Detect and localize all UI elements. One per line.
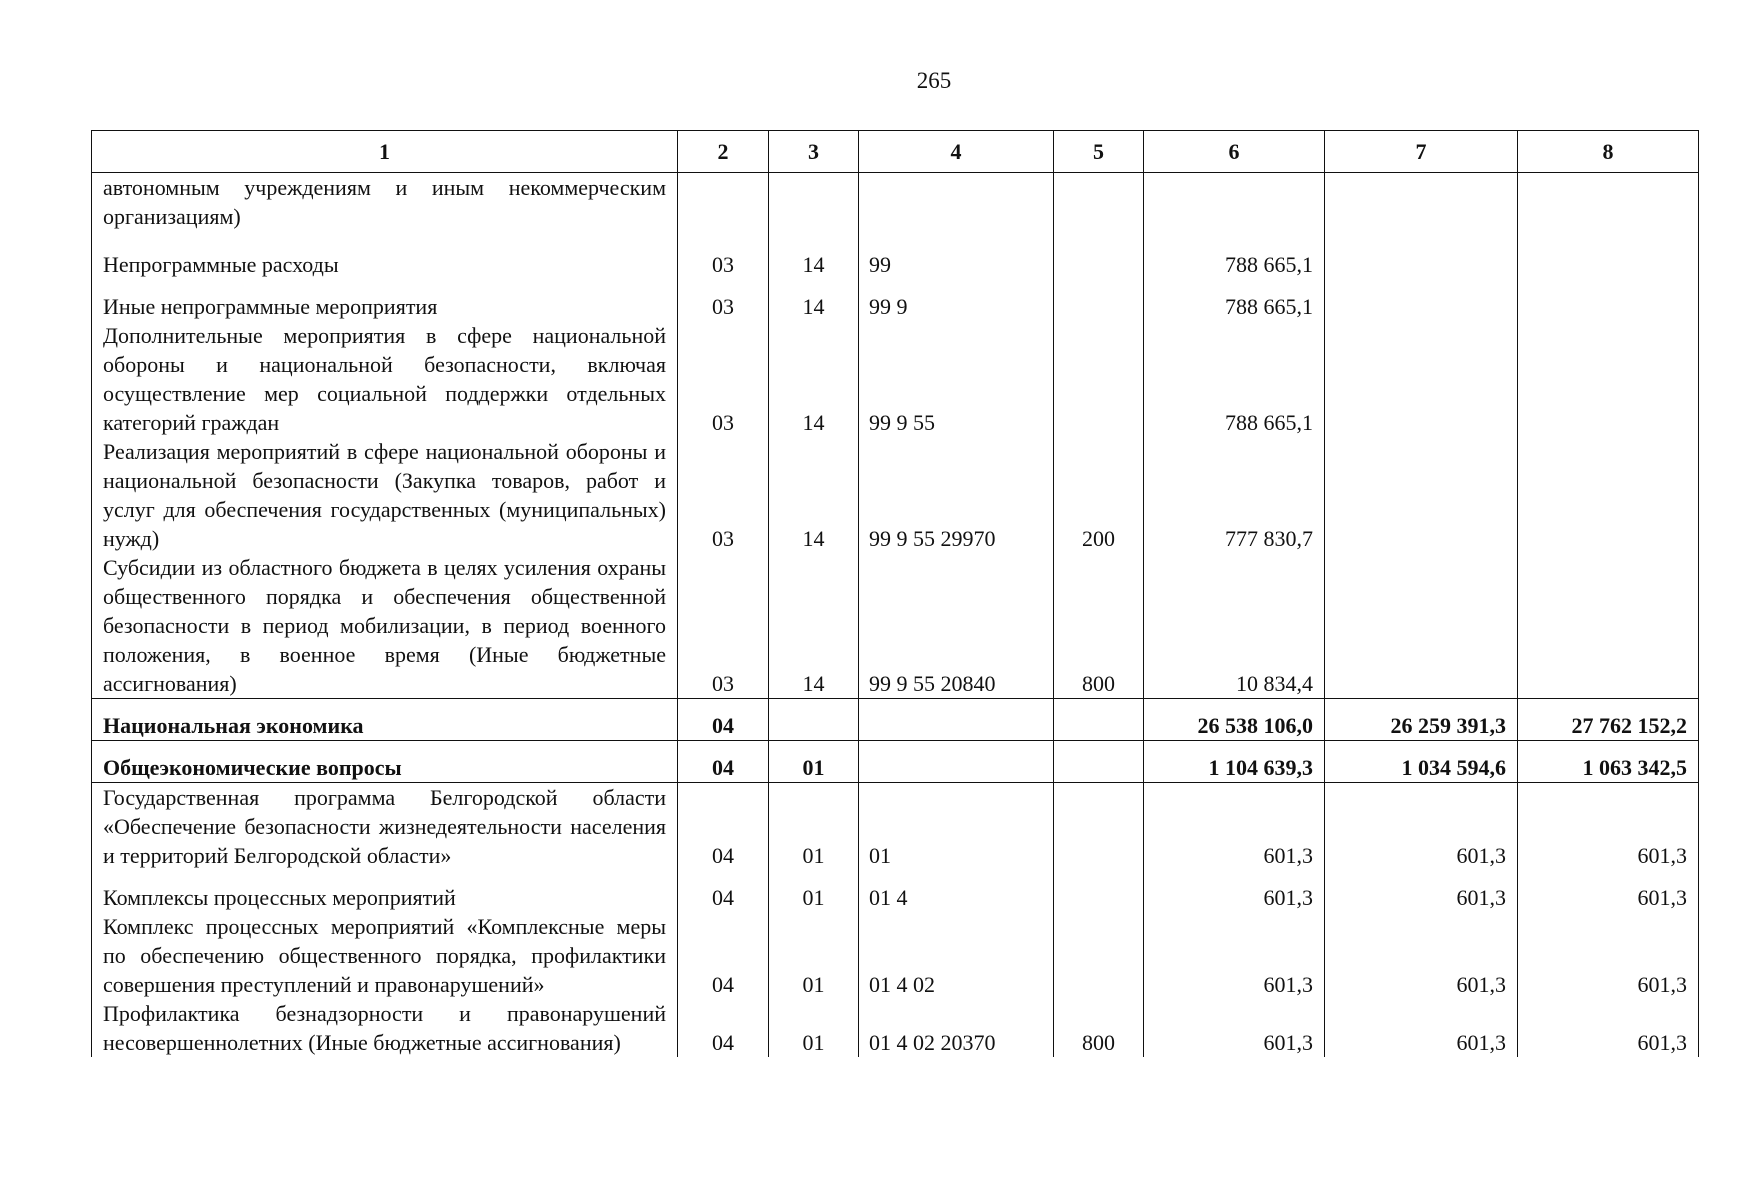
expense-type-code bbox=[1054, 173, 1144, 237]
amount-col7: 1 034 594,6 bbox=[1325, 740, 1518, 782]
header-cell: 6 bbox=[1144, 131, 1325, 173]
table-row-section-total bbox=[92, 698, 1699, 740]
amount-col7: 601,3 bbox=[1325, 782, 1518, 870]
expense-type-code bbox=[1054, 698, 1144, 740]
table-row bbox=[92, 999, 1699, 1057]
table-row bbox=[92, 173, 1699, 237]
budget-table bbox=[91, 130, 1699, 1057]
target-article-code: 99 9 bbox=[859, 279, 1054, 321]
row-description: Реализация мероприятий в сфере национальной обороны и национальной безопасности (Закупка товаров, работ и услуг для обеспечения государственных (муниципальных) нужд) bbox=[92, 437, 678, 553]
subsection-code: 14 bbox=[769, 279, 859, 321]
target-article-code: 01 bbox=[859, 782, 1054, 870]
amount-col6: 1 104 639,3 bbox=[1144, 740, 1325, 782]
amount-col8: 601,3 bbox=[1518, 870, 1699, 912]
row-description: автономным учреждениям и иным некоммерческим организациям) bbox=[92, 173, 678, 237]
amount-col6: 26 538 106,0 bbox=[1144, 698, 1325, 740]
section-code: 03 bbox=[678, 321, 769, 437]
header-cell: 1 bbox=[92, 131, 678, 173]
amount-col6: 10 834,4 bbox=[1144, 553, 1325, 699]
target-article-code bbox=[859, 740, 1054, 782]
amount-col8: 601,3 bbox=[1518, 782, 1699, 870]
subsection-code: 14 bbox=[769, 437, 859, 553]
amount-col6: 601,3 bbox=[1144, 912, 1325, 999]
section-code: 04 bbox=[678, 740, 769, 782]
row-description: Профилактика безнадзорности и правонарушений несовершеннолетних (Иные бюджетные ассигнования) bbox=[92, 999, 678, 1057]
amount-col7 bbox=[1325, 321, 1518, 437]
target-article-code: 99 bbox=[859, 237, 1054, 279]
target-article-code: 99 9 55 29970 bbox=[859, 437, 1054, 553]
header-cell: 4 bbox=[859, 131, 1054, 173]
amount-col7: 601,3 bbox=[1325, 870, 1518, 912]
target-article-code: 99 9 55 bbox=[859, 321, 1054, 437]
expense-type-code bbox=[1054, 279, 1144, 321]
subsection-code bbox=[769, 698, 859, 740]
amount-col6: 601,3 bbox=[1144, 999, 1325, 1057]
expense-type-code: 800 bbox=[1054, 553, 1144, 699]
amount-col6: 788 665,1 bbox=[1144, 321, 1325, 437]
expense-type-code bbox=[1054, 237, 1144, 279]
amount-col8: 1 063 342,5 bbox=[1518, 740, 1699, 782]
target-article-code: 01 4 02 20370 bbox=[859, 999, 1054, 1057]
row-description: Общеэкономические вопросы bbox=[92, 740, 678, 782]
expense-type-code bbox=[1054, 870, 1144, 912]
section-code: 04 bbox=[678, 999, 769, 1057]
expense-type-code bbox=[1054, 912, 1144, 999]
subsection-code: 01 bbox=[769, 870, 859, 912]
subsection-code: 14 bbox=[769, 553, 859, 699]
section-code: 03 bbox=[678, 437, 769, 553]
amount-col7 bbox=[1325, 553, 1518, 699]
subsection-code: 14 bbox=[769, 237, 859, 279]
table-row-subsection-total bbox=[92, 740, 1699, 782]
table-row bbox=[92, 237, 1699, 279]
target-article-code: 01 4 bbox=[859, 870, 1054, 912]
amount-col7 bbox=[1325, 173, 1518, 237]
expense-type-code bbox=[1054, 740, 1144, 782]
header-cell: 8 bbox=[1518, 131, 1699, 173]
expense-type-code: 200 bbox=[1054, 437, 1144, 553]
amount-col8 bbox=[1518, 321, 1699, 437]
amount-col6: 601,3 bbox=[1144, 782, 1325, 870]
subsection-code: 01 bbox=[769, 782, 859, 870]
table-row bbox=[92, 279, 1699, 321]
target-article-code: 99 9 55 20840 bbox=[859, 553, 1054, 699]
row-description: Непрограммные расходы bbox=[92, 237, 678, 279]
page-number: 265 bbox=[916, 68, 952, 93]
section-code: 04 bbox=[678, 698, 769, 740]
row-description: Комплексы процессных мероприятий bbox=[92, 870, 678, 912]
row-description: Государственная программа Белгородской области «Обеспечение безопасности жизнедеятельности населения и территорий Белгородской области» bbox=[92, 782, 678, 870]
amount-col6: 788 665,1 bbox=[1144, 279, 1325, 321]
row-description: Дополнительные мероприятия в сфере национальной обороны и национальной безопасности, включая осуществление мер социальной поддержки отдельных категорий граждан bbox=[92, 321, 678, 437]
amount-col7: 601,3 bbox=[1325, 912, 1518, 999]
subsection-code bbox=[769, 173, 859, 237]
section-code: 04 bbox=[678, 870, 769, 912]
expense-type-code: 800 bbox=[1054, 999, 1144, 1057]
amount-col8: 601,3 bbox=[1518, 912, 1699, 999]
section-code: 03 bbox=[678, 553, 769, 699]
amount-col7 bbox=[1325, 437, 1518, 553]
subsection-code: 01 bbox=[769, 740, 859, 782]
target-article-code bbox=[859, 173, 1054, 237]
table-row bbox=[92, 553, 1699, 699]
header-cell: 5 bbox=[1054, 131, 1144, 173]
row-description: Национальная экономика bbox=[92, 698, 678, 740]
table-row bbox=[92, 912, 1699, 999]
amount-col8 bbox=[1518, 237, 1699, 279]
amount-col7: 601,3 bbox=[1325, 999, 1518, 1057]
header-row bbox=[92, 131, 1699, 173]
section-code: 04 bbox=[678, 782, 769, 870]
header-cell: 3 bbox=[769, 131, 859, 173]
table-row bbox=[92, 870, 1699, 912]
table-row bbox=[92, 437, 1699, 553]
table-row bbox=[92, 321, 1699, 437]
expense-type-code bbox=[1054, 782, 1144, 870]
amount-col8: 601,3 bbox=[1518, 999, 1699, 1057]
section-code: 03 bbox=[678, 237, 769, 279]
subsection-code: 14 bbox=[769, 321, 859, 437]
amount-col6: 777 830,7 bbox=[1144, 437, 1325, 553]
target-article-code bbox=[859, 698, 1054, 740]
amount-col7: 26 259 391,3 bbox=[1325, 698, 1518, 740]
header-cell: 7 bbox=[1325, 131, 1518, 173]
subsection-code: 01 bbox=[769, 912, 859, 999]
amount-col7 bbox=[1325, 237, 1518, 279]
section-code: 04 bbox=[678, 912, 769, 999]
expense-type-code bbox=[1054, 321, 1144, 437]
target-article-code: 01 4 02 bbox=[859, 912, 1054, 999]
subsection-code: 01 bbox=[769, 999, 859, 1057]
section-code: 03 bbox=[678, 279, 769, 321]
row-description: Иные непрограммные мероприятия bbox=[92, 279, 678, 321]
row-description: Комплекс процессных мероприятий «Комплексные меры по обеспечению общественного порядка, профилактики совершения преступлений и правонарушений» bbox=[92, 912, 678, 999]
table-row bbox=[92, 782, 1699, 870]
section-code bbox=[678, 173, 769, 237]
row-description: Субсидии из областного бюджета в целях усиления охраны общественного порядка и обеспечения общественной безопасности в период мобилизации, в период военного положения, в военное время (Иные бюджетные ассигнования) bbox=[92, 553, 678, 699]
amount-col8 bbox=[1518, 553, 1699, 699]
amount-col6: 788 665,1 bbox=[1144, 237, 1325, 279]
amount-col8 bbox=[1518, 437, 1699, 553]
amount-col8 bbox=[1518, 279, 1699, 321]
amount-col8 bbox=[1518, 173, 1699, 237]
amount-col6 bbox=[1144, 173, 1325, 237]
amount-col6: 601,3 bbox=[1144, 870, 1325, 912]
amount-col7 bbox=[1325, 279, 1518, 321]
header-cell: 2 bbox=[678, 131, 769, 173]
amount-col8: 27 762 152,2 bbox=[1518, 698, 1699, 740]
